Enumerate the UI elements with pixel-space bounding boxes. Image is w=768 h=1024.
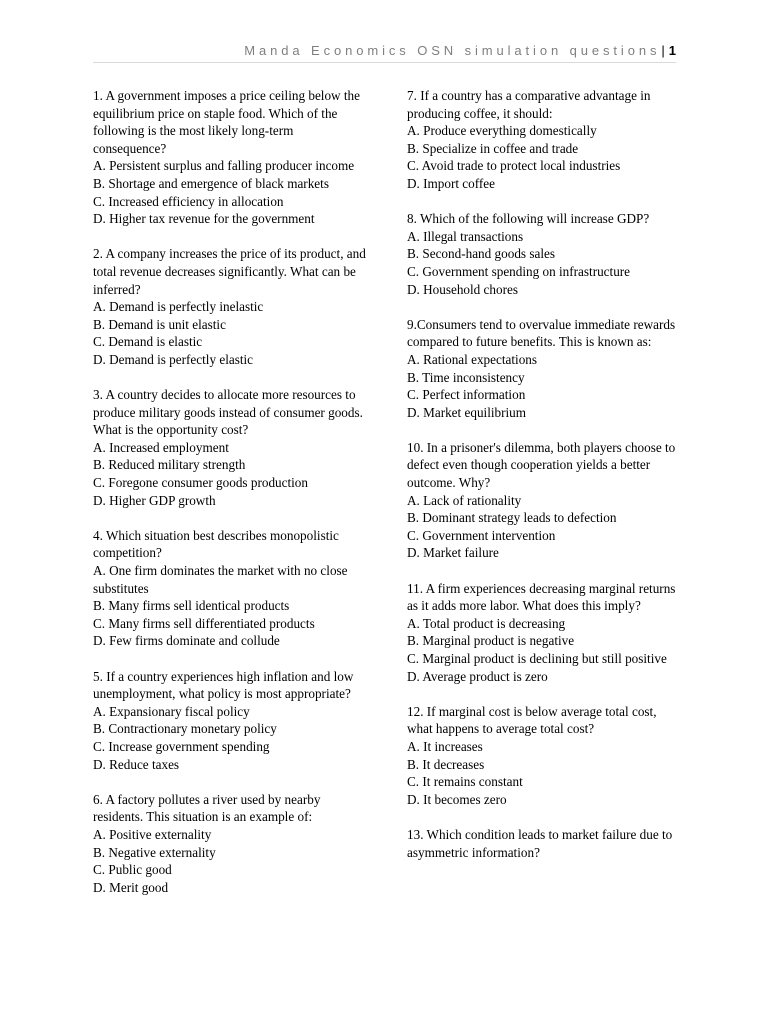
question-text: 7. If a country has a comparative advantage in producing coffee, it should: (407, 88, 651, 121)
answer-option: B. Shortage and emergence of black markets (93, 175, 329, 191)
question-text: 10. In a prisoner's dilemma, both players choose to defect even though cooperation yields a better outcome. Why? (407, 439, 676, 491)
question-text: 1. A government imposes a price ceiling below the equilibrium price on staple food. Which of the following is the most likely long-term consequence? (93, 88, 360, 156)
answer-option: B. It decreases (407, 756, 485, 772)
answer-option: C. Many firms sell differentiated products (93, 615, 315, 631)
answer-option: D. Merit good (93, 879, 169, 895)
answer-option: B. Second-hand goods sales (407, 246, 555, 262)
page-number: 1 (668, 43, 676, 58)
answer-option: A. Positive externality (93, 826, 212, 842)
page-header (93, 41, 676, 63)
question-text: 13. Which condition leads to market failure due to asymmetric information? (407, 826, 673, 860)
answer-option: D. Market failure (407, 545, 499, 561)
question-block (93, 386, 368, 509)
answer-option: C. Foregone consumer goods production (93, 475, 308, 491)
question-block (93, 527, 368, 650)
answer-option: B. Contractionary monetary policy (93, 721, 277, 737)
question-block (93, 245, 368, 368)
answer-option: D. Market equilibrium (407, 404, 527, 420)
answer-option: B. Time inconsistency (407, 369, 525, 385)
answer-option: A. It increases (407, 738, 483, 754)
question-block (407, 316, 682, 422)
question-text: 12. If marginal cost is below average total cost, what happens to average total cost? (407, 703, 657, 737)
question-text: 4. Which situation best describes monopolistic competition? (93, 527, 339, 561)
answer-option: D. Demand is perfectly elastic (93, 351, 254, 367)
answer-option: D. Higher tax revenue for the government (93, 211, 315, 227)
answer-option: B. Demand is unit elastic (93, 316, 226, 332)
right-question-column (407, 87, 682, 879)
answer-option: B. Dominant strategy leads to defection (407, 510, 617, 526)
left-question-column (93, 87, 368, 914)
answer-option: A. Total product is decreasing (407, 615, 566, 631)
question-text: 6. A factory pollutes a river used by nearby residents. This situation is an example of: (93, 791, 321, 825)
answer-option: A. Rational expectations (407, 351, 538, 367)
question-block (407, 703, 682, 809)
question-block (407, 580, 682, 686)
question-block (93, 87, 368, 228)
answer-option: D. Few firms dominate and collude (93, 633, 280, 649)
answer-option: B. Specialize in coffee and trade (407, 140, 579, 156)
answer-option: C. Increase government spending (93, 738, 270, 754)
answer-option: A. Lack of rationality (407, 492, 522, 508)
answer-option: C. Avoid trade to protect local industries (407, 158, 621, 174)
answer-option: B. Many firms sell identical products (93, 598, 290, 614)
question-text: 5. If a country experiences high inflation and low unemployment, what policy is most appropriate? (93, 668, 354, 702)
answer-option: C. Demand is elastic (93, 334, 203, 350)
answer-option: A. Illegal transactions (407, 228, 524, 244)
question-text: 8. Which of the following will increase GDP? (407, 211, 650, 227)
question-text: 3. A country decides to allocate more resources to produce military goods instead of consumer goods. What is the opportunity cost? (93, 387, 363, 438)
answer-option: C. Perfect information (407, 387, 526, 403)
answer-option: C. Public good (93, 862, 172, 878)
answer-option: B. Negative externality (93, 844, 216, 860)
header-separator: | (661, 43, 665, 58)
question-block (93, 791, 368, 897)
question-block (407, 439, 682, 562)
answer-option: B. Reduced military strength (93, 457, 246, 473)
question-text: 9.Consumers tend to overvalue immediate rewards compared to future benefits. This is known as: (407, 316, 676, 350)
answer-option: A. Demand is perfectly inelastic (93, 299, 264, 315)
question-text: 2. A company increases the price of its product, and total revenue decreases significantly. What can be inferred? (93, 246, 366, 297)
answer-option: C. Government spending on infrastructure (407, 263, 631, 279)
answer-option: C. Marginal product is declining but still positive (407, 651, 667, 666)
answer-option: C. Increased efficiency in allocation (93, 193, 284, 209)
answer-option: A. Increased employment (93, 439, 229, 455)
answer-option: D. Higher GDP growth (93, 492, 216, 508)
answer-option: B. Marginal product is negative (407, 633, 575, 649)
question-block (407, 826, 682, 861)
question-text: 11. A firm experiences decreasing marginal returns as it adds more labor. What does this imply? (407, 580, 676, 614)
question-block (407, 87, 682, 193)
answer-option: A. Produce everything domestically (407, 123, 597, 139)
answer-option: D. Average product is zero (407, 668, 548, 684)
answer-option: A. One firm dominates the market with no close substitutes (93, 563, 348, 596)
answer-option: C. It remains constant (407, 774, 523, 790)
answer-option: C. Government intervention (407, 527, 556, 543)
question-block (407, 210, 682, 298)
answer-option: A. Persistent surplus and falling producer income (93, 158, 355, 174)
answer-option: D. Reduce taxes (93, 756, 180, 772)
document-title: Manda Economics OSN simulation questions (244, 43, 661, 58)
answer-option: A. Expansionary fiscal policy (93, 703, 250, 719)
question-block (93, 668, 368, 774)
answer-option: D. It becomes zero (407, 791, 507, 807)
answer-option: D. Import coffee (407, 175, 496, 191)
answer-option: D. Household chores (407, 281, 518, 297)
